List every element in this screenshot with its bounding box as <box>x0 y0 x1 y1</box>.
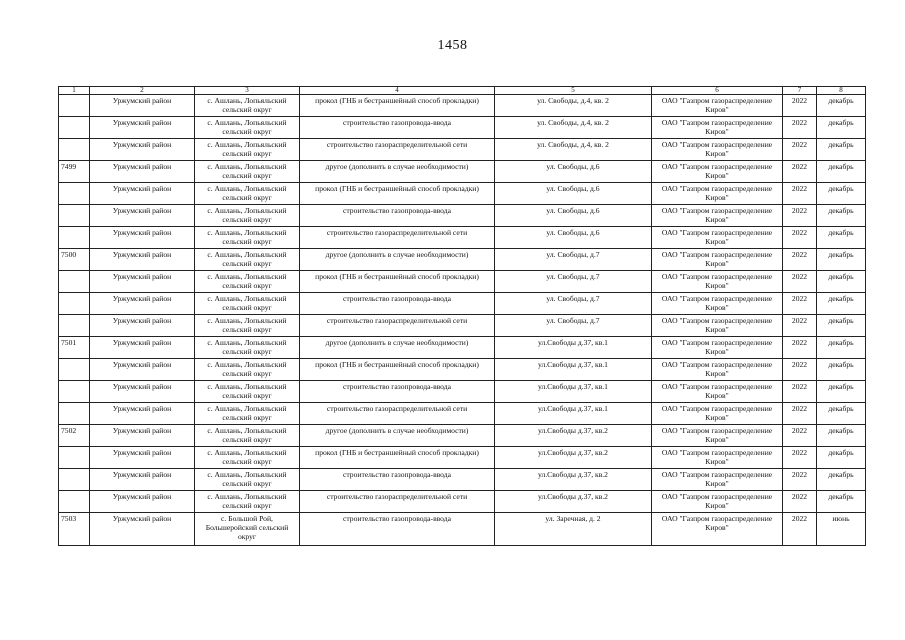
row-number-cell <box>59 95 90 117</box>
year-cell: 2022 <box>783 447 817 469</box>
settlement-cell: с. Ашлань, Лопьяльский сельский округ <box>195 381 300 403</box>
address-cell: ул.Свободы д.37, кв.1 <box>495 403 652 425</box>
district-cell: Уржумский район <box>90 161 195 183</box>
organization-cell: ОАО "Газпром газораспределение Киров" <box>652 227 783 249</box>
work-type-cell: прокол (ГНБ и бестраншейный способ прокладки) <box>300 271 495 293</box>
settlement-cell: с. Ашлань, Лопьяльский сельский округ <box>195 117 300 139</box>
month-cell: декабрь <box>817 425 866 447</box>
work-type-cell: прокол (ГНБ и бестраншейный способ прокладки) <box>300 359 495 381</box>
organization-cell: ОАО "Газпром газораспределение Киров" <box>652 337 783 359</box>
organization-cell: ОАО "Газпром газораспределение Киров" <box>652 447 783 469</box>
month-cell: июнь <box>817 513 866 546</box>
address-cell: ул. Свободы, д.6 <box>495 227 652 249</box>
settlement-cell: с. Ашлань, Лопьяльский сельский округ <box>195 95 300 117</box>
row-number-cell <box>59 139 90 161</box>
year-cell: 2022 <box>783 117 817 139</box>
month-cell: декабрь <box>817 381 866 403</box>
district-cell: Уржумский район <box>90 271 195 293</box>
address-cell: ул. Свободы, д.4, кв. 2 <box>495 117 652 139</box>
address-cell: ул. Свободы, д.7 <box>495 271 652 293</box>
district-cell: Уржумский район <box>90 381 195 403</box>
year-cell: 2022 <box>783 381 817 403</box>
settlement-cell: с. Ашлань, Лопьяльский сельский округ <box>195 337 300 359</box>
organization-cell: ОАО "Газпром газораспределение Киров" <box>652 315 783 337</box>
month-cell: декабрь <box>817 403 866 425</box>
district-cell: Уржумский район <box>90 249 195 271</box>
year-cell: 2022 <box>783 293 817 315</box>
year-cell: 2022 <box>783 95 817 117</box>
settlement-cell: с. Ашлань, Лопьяльский сельский округ <box>195 491 300 513</box>
year-cell: 2022 <box>783 315 817 337</box>
row-number-cell: 7501 <box>59 337 90 359</box>
settlement-cell: с. Ашлань, Лопьяльский сельский округ <box>195 315 300 337</box>
organization-cell: ОАО "Газпром газораспределение Киров" <box>652 469 783 491</box>
table-row <box>59 293 866 315</box>
address-cell: ул.Свободы д.37, кв.2 <box>495 491 652 513</box>
table-row <box>59 469 866 491</box>
settlement-cell: с. Ашлань, Лопьяльский сельский округ <box>195 227 300 249</box>
table-row <box>59 359 866 381</box>
organization-cell: ОАО "Газпром газораспределение Киров" <box>652 139 783 161</box>
address-cell: ул. Свободы, д.6 <box>495 183 652 205</box>
address-cell: ул.Свободы д.37, кв.2 <box>495 469 652 491</box>
row-number-cell: 7500 <box>59 249 90 271</box>
organization-cell: ОАО "Газпром газораспределение Киров" <box>652 425 783 447</box>
year-cell: 2022 <box>783 271 817 293</box>
row-number-cell <box>59 117 90 139</box>
row-number-cell <box>59 205 90 227</box>
table-row <box>59 315 866 337</box>
district-cell: Уржумский район <box>90 491 195 513</box>
organization-cell: ОАО "Газпром газораспределение Киров" <box>652 161 783 183</box>
year-cell: 2022 <box>783 249 817 271</box>
district-cell: Уржумский район <box>90 403 195 425</box>
organization-cell: ОАО "Газпром газораспределение Киров" <box>652 271 783 293</box>
organization-cell: ОАО "Газпром газораспределение Киров" <box>652 117 783 139</box>
month-cell: декабрь <box>817 359 866 381</box>
month-cell: декабрь <box>817 491 866 513</box>
month-cell: декабрь <box>817 227 866 249</box>
year-cell: 2022 <box>783 491 817 513</box>
district-cell: Уржумский район <box>90 117 195 139</box>
work-type-cell: строительство газораспределительной сети <box>300 491 495 513</box>
address-cell: ул.Свободы д.37, кв.1 <box>495 381 652 403</box>
column-header: 8 <box>817 87 866 95</box>
district-cell: Уржумский район <box>90 139 195 161</box>
month-cell: декабрь <box>817 183 866 205</box>
header-row <box>59 87 866 95</box>
column-header: 2 <box>90 87 195 95</box>
table-row <box>59 425 866 447</box>
settlement-cell: с. Ашлань, Лопьяльский сельский округ <box>195 425 300 447</box>
year-cell: 2022 <box>783 205 817 227</box>
work-type-cell: строительство газораспределительной сети <box>300 139 495 161</box>
month-cell: декабрь <box>817 117 866 139</box>
address-cell: ул. Свободы, д.7 <box>495 315 652 337</box>
table-row <box>59 271 866 293</box>
table-row <box>59 139 866 161</box>
address-cell: ул.Свободы д.37, кв.1 <box>495 337 652 359</box>
table-row <box>59 513 866 546</box>
table-row <box>59 249 866 271</box>
organization-cell: ОАО "Газпром газораспределение Киров" <box>652 403 783 425</box>
page-number: 1458 <box>437 38 468 53</box>
work-type-cell: строительство газораспределительной сети <box>300 315 495 337</box>
settlement-cell: с. Ашлань, Лопьяльский сельский округ <box>195 403 300 425</box>
settlement-cell: с. Ашлань, Лопьяльский сельский округ <box>195 469 300 491</box>
work-type-cell: строительство газопровода-ввода <box>300 469 495 491</box>
column-header: 4 <box>300 87 495 95</box>
address-cell: ул. Свободы, д.7 <box>495 293 652 315</box>
district-cell: Уржумский район <box>90 205 195 227</box>
work-type-cell: строительство газопровода-ввода <box>300 513 495 546</box>
table-row <box>59 403 866 425</box>
district-cell: Уржумский район <box>90 293 195 315</box>
work-type-cell: строительство газопровода-ввода <box>300 293 495 315</box>
year-cell: 2022 <box>783 425 817 447</box>
year-cell: 2022 <box>783 183 817 205</box>
year-cell: 2022 <box>783 469 817 491</box>
district-cell: Уржумский район <box>90 315 195 337</box>
year-cell: 2022 <box>783 337 817 359</box>
address-cell: ул.Свободы д.37, кв.2 <box>495 425 652 447</box>
table-row <box>59 337 866 359</box>
row-number-cell <box>59 271 90 293</box>
row-number-cell <box>59 469 90 491</box>
column-header: 3 <box>195 87 300 95</box>
address-cell: ул. Свободы, д.6 <box>495 161 652 183</box>
organization-cell: ОАО "Газпром газораспределение Киров" <box>652 293 783 315</box>
row-number-cell <box>59 227 90 249</box>
address-cell: ул. Свободы, д.4, кв. 2 <box>495 95 652 117</box>
column-header: 1 <box>59 87 90 95</box>
table-row <box>59 117 866 139</box>
year-cell: 2022 <box>783 139 817 161</box>
settlement-cell: с. Ашлань, Лопьяльский сельский округ <box>195 161 300 183</box>
gasification-schedule-table <box>58 86 866 546</box>
district-cell: Уржумский район <box>90 425 195 447</box>
row-number-cell <box>59 359 90 381</box>
district-cell: Уржумский район <box>90 227 195 249</box>
column-header: 7 <box>783 87 817 95</box>
table-row <box>59 183 866 205</box>
address-cell: ул. Свободы, д.7 <box>495 249 652 271</box>
table-row <box>59 205 866 227</box>
row-number-cell <box>59 315 90 337</box>
district-cell: Уржумский район <box>90 513 195 546</box>
table-row <box>59 95 866 117</box>
district-cell: Уржумский район <box>90 183 195 205</box>
table-row <box>59 447 866 469</box>
column-header: 5 <box>495 87 652 95</box>
table-body <box>59 95 866 546</box>
work-type-cell: прокол (ГНБ и бестраншейный способ прокладки) <box>300 447 495 469</box>
work-type-cell: прокол (ГНБ и бестраншейный способ прокладки) <box>300 183 495 205</box>
month-cell: декабрь <box>817 315 866 337</box>
settlement-cell: с. Большой Рой, Большеройский сельский округ <box>195 513 300 546</box>
work-type-cell: прокол (ГНБ и бестраншейный способ прокладки) <box>300 95 495 117</box>
organization-cell: ОАО "Газпром газораспределение Киров" <box>652 95 783 117</box>
organization-cell: ОАО "Газпром газораспределение Киров" <box>652 183 783 205</box>
column-header: 6 <box>652 87 783 95</box>
organization-cell: ОАО "Газпром газораспределение Киров" <box>652 513 783 546</box>
year-cell: 2022 <box>783 227 817 249</box>
settlement-cell: с. Ашлань, Лопьяльский сельский округ <box>195 359 300 381</box>
month-cell: декабрь <box>817 139 866 161</box>
table-row <box>59 161 866 183</box>
month-cell: декабрь <box>817 205 866 227</box>
address-cell: ул. Заречная, д. 2 <box>495 513 652 546</box>
work-type-cell: строительство газопровода-ввода <box>300 117 495 139</box>
row-number-cell: 7499 <box>59 161 90 183</box>
work-type-cell: другое (дополнить в случае необходимости) <box>300 249 495 271</box>
organization-cell: ОАО "Газпром газораспределение Киров" <box>652 491 783 513</box>
row-number-cell <box>59 293 90 315</box>
organization-cell: ОАО "Газпром газораспределение Киров" <box>652 249 783 271</box>
month-cell: декабрь <box>817 161 866 183</box>
year-cell: 2022 <box>783 403 817 425</box>
month-cell: декабрь <box>817 271 866 293</box>
work-type-cell: строительство газопровода-ввода <box>300 381 495 403</box>
work-type-cell: другое (дополнить в случае необходимости) <box>300 425 495 447</box>
month-cell: декабрь <box>817 293 866 315</box>
organization-cell: ОАО "Газпром газораспределение Киров" <box>652 381 783 403</box>
address-cell: ул.Свободы д.37, кв.1 <box>495 359 652 381</box>
month-cell: декабрь <box>817 447 866 469</box>
district-cell: Уржумский район <box>90 95 195 117</box>
settlement-cell: с. Ашлань, Лопьяльский сельский округ <box>195 447 300 469</box>
address-cell: ул. Свободы, д.4, кв. 2 <box>495 139 652 161</box>
work-type-cell: строительство газопровода-ввода <box>300 205 495 227</box>
settlement-cell: с. Ашлань, Лопьяльский сельский округ <box>195 205 300 227</box>
table-row <box>59 227 866 249</box>
row-number-cell <box>59 491 90 513</box>
address-cell: ул.Свободы д.37, кв.2 <box>495 447 652 469</box>
year-cell: 2022 <box>783 161 817 183</box>
row-number-cell <box>59 403 90 425</box>
work-type-cell: другое (дополнить в случае необходимости) <box>300 161 495 183</box>
address-cell: ул. Свободы, д.6 <box>495 205 652 227</box>
row-number-cell <box>59 381 90 403</box>
settlement-cell: с. Ашлань, Лопьяльский сельский округ <box>195 249 300 271</box>
settlement-cell: с. Ашлань, Лопьяльский сельский округ <box>195 139 300 161</box>
year-cell: 2022 <box>783 359 817 381</box>
settlement-cell: с. Ашлань, Лопьяльский сельский округ <box>195 183 300 205</box>
organization-cell: ОАО "Газпром газораспределение Киров" <box>652 359 783 381</box>
work-type-cell: другое (дополнить в случае необходимости) <box>300 337 495 359</box>
table-row <box>59 491 866 513</box>
table-row <box>59 381 866 403</box>
district-cell: Уржумский район <box>90 469 195 491</box>
district-cell: Уржумский район <box>90 337 195 359</box>
work-type-cell: строительство газораспределительной сети <box>300 403 495 425</box>
row-number-cell <box>59 183 90 205</box>
settlement-cell: с. Ашлань, Лопьяльский сельский округ <box>195 293 300 315</box>
work-type-cell: строительство газораспределительной сети <box>300 227 495 249</box>
month-cell: декабрь <box>817 469 866 491</box>
organization-cell: ОАО "Газпром газораспределение Киров" <box>652 205 783 227</box>
month-cell: декабрь <box>817 249 866 271</box>
district-cell: Уржумский район <box>90 447 195 469</box>
row-number-cell <box>59 447 90 469</box>
month-cell: декабрь <box>817 95 866 117</box>
row-number-cell: 7502 <box>59 425 90 447</box>
year-cell: 2022 <box>783 513 817 546</box>
settlement-cell: с. Ашлань, Лопьяльский сельский округ <box>195 271 300 293</box>
district-cell: Уржумский район <box>90 359 195 381</box>
month-cell: декабрь <box>817 337 866 359</box>
row-number-cell: 7503 <box>59 513 90 546</box>
